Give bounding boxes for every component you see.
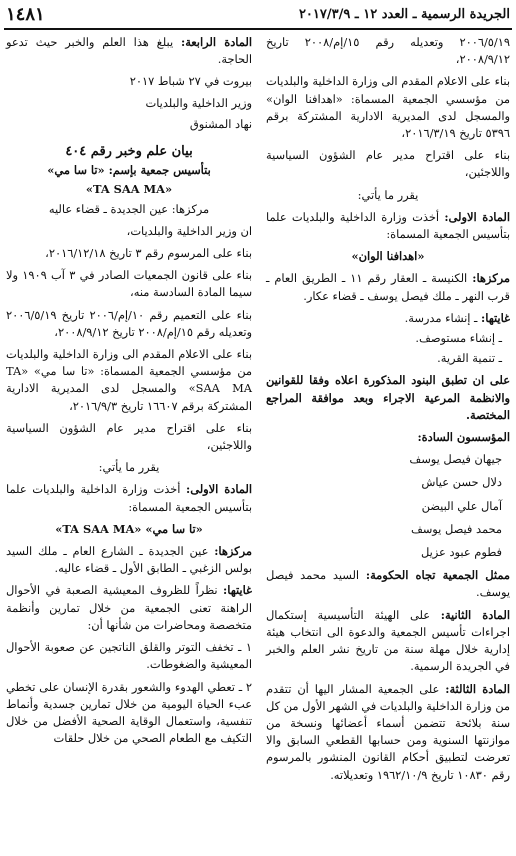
article-three-text: على الجمعية المشار اليها أن تتقدم من وزارة الداخلية والبلديات في الشهر الأول من كل سنة بلائحة تتضمن أسماء أعضائها ونسخة من موازنتها السنوية ومن حسابها القطعي السابق والا تعرضت لتطبيق أحكام القانون المنشور بالمرسوم رقم ١٠٨٣٠ تاريخ ١٩٦٢/١٠/٩ وتعديلاته. bbox=[266, 681, 510, 782]
proposal-paragraph: بناء على اقتراح مدير عام الشؤون السياسية واللاجئين، bbox=[266, 148, 510, 180]
header-rule bbox=[4, 28, 512, 30]
right-column bbox=[266, 34, 510, 789]
representative-label: ممثل الجمعية تجاه الحكومة: bbox=[365, 568, 511, 583]
representative-text: السيد محمد فيصل يوسف. bbox=[266, 568, 510, 600]
goal-item: ١ ـ تخفف التوتر والقلق الناتجين عن صعوبة الأحوال المعيشية والضغوطات. bbox=[6, 640, 252, 672]
law-paragraph: بناء على قانون الجمعيات الصادر في ٣ آب ١٩٠٩ ولا سيما المادة السادسة منه، bbox=[6, 268, 252, 300]
notice-title: بيان علم وخبر رقم ٤٠٤ bbox=[65, 144, 193, 160]
goals-label: غايتها: bbox=[223, 583, 252, 598]
article-one-label: المادة الاولى: bbox=[444, 209, 510, 224]
article-three-label: المادة الثالثة: bbox=[445, 681, 511, 696]
latin-name: «TA SAA MA» bbox=[85, 182, 173, 197]
association-name: «تا سا مي» «TA SAA MA» bbox=[55, 521, 203, 536]
page-number: ١٤٨١ bbox=[6, 4, 45, 25]
article-four bbox=[6, 34, 252, 68]
minister-title: وزير الداخلية والبلديات bbox=[145, 95, 252, 110]
founder-name: محمد فيصل يوسف bbox=[410, 521, 502, 536]
place-date: بيروت في ٢٧ شباط ٢٠١٧ bbox=[129, 74, 252, 89]
decision-heading: يقرر ما يأتي: bbox=[357, 187, 419, 202]
article-one-text: أخذت وزارة الداخلية والبلديات علما بتأسيس الجمعية المسماة: bbox=[6, 482, 252, 514]
article-two-label: المادة الثانية: bbox=[440, 607, 510, 622]
article-one bbox=[6, 481, 252, 515]
association-name: «اهدافنا الوان» bbox=[351, 249, 425, 264]
circular-paragraph: بناء على التعميم رقم ١٠/إم/٢٠٠٦ تاريخ ٢٠٠٦/٥/١٩ وتعديله رقم ١٥/إم/٢٠٠٨ تاريخ ٢٠٠٨/٩/١٢، bbox=[6, 307, 252, 339]
headquarters-text: الكنيسة ـ العقار رقم ١١ ـ الطريق العام ـ قرب النهر ـ ملك فيصل يوسف ـ قضاء عكار. bbox=[266, 271, 510, 303]
founders-notice-paragraph: بناء على الاعلام المقدم الى وزارة الداخلية والبلديات من مؤسسي الجمعية المسماة: «تا سا مي» «TA SAA MA» والمسجل لدى المديرية الادارية المشتركة برقم ١٦٦٠٧ تاريخ ٢٠١٦/٩/٣، bbox=[6, 347, 252, 413]
headquarters-label: مركزها: bbox=[214, 544, 252, 559]
left-column bbox=[6, 34, 252, 752]
minister-intro: ان وزير الداخلية والبلديات، bbox=[126, 223, 252, 238]
minister-name: نهاد المشنوق bbox=[189, 116, 252, 131]
founder-name: آمال علي البيضن bbox=[421, 498, 502, 513]
hq-intro: مركزها: عين الجديدة ـ قضاء عاليه bbox=[48, 201, 210, 216]
headquarters bbox=[266, 270, 510, 304]
circular-reference: ٢٠٠٦/٥/١٩ وتعديله رقم ١٥/إم/٢٠٠٨ تاريخ ٢٠٠٨/٩/١٢، bbox=[266, 35, 510, 67]
goals bbox=[6, 582, 252, 634]
goal-item: ـ إنشاء مستوصف. bbox=[415, 331, 502, 346]
gazette-issue-line: الجريدة الرسمية ـ العدد ١٢ ـ ٢٠١٧/٣/٩ bbox=[298, 7, 510, 22]
article-two bbox=[266, 607, 510, 676]
founder-name: فطوم عبود عزيل bbox=[420, 545, 502, 560]
goal-item: ـ إنشاء مدرسة. bbox=[404, 310, 478, 325]
article-one bbox=[266, 209, 510, 243]
goals-text: نظراً للظروف المعيشية الصعبة في الأحوال الراهنة تعنى الجمعية من خلال تمارين وأنظمة متخصصة ومحاضرات من شأنها أن: bbox=[6, 583, 252, 632]
article-four-label: المادة الرابعة: bbox=[180, 35, 252, 49]
goals-heading bbox=[266, 310, 510, 327]
article-four-text: يبلغ هذا العلم والخبر حيث تدعو الحاجة. bbox=[6, 35, 252, 67]
article-one-text: أخذت وزارة الداخلية والبلديات علما بتأسيس الجمعية المسماة: bbox=[266, 209, 510, 242]
proposal-paragraph: بناء على اقتراح مدير عام الشؤون السياسية واللاجئين، bbox=[6, 420, 252, 453]
headquarters bbox=[6, 543, 252, 577]
decision-heading: يقرر ما يأتي: bbox=[98, 460, 160, 475]
founders-label: المؤسسون السادة: bbox=[417, 430, 510, 445]
goal-item: ـ تنمية القرية. bbox=[437, 351, 502, 366]
goal-item: ٢ ـ تعطي الهدوء والشعور بقدرة الإنسان على تخطي عبء الحياة اليومية من خلال تمارين جسدية وأنماط تنفسية، واستعمال الوقاية الصحية الأفضل من خلال التكيف مع الطعام الصحي من خلال حلقات bbox=[6, 679, 252, 746]
founder-name: جيهان فيصل يوسف bbox=[409, 452, 502, 467]
notice-subtitle: بتأسيس جمعية بإسم: «تا سا مي» bbox=[47, 163, 211, 178]
headquarters-label: مركزها: bbox=[472, 271, 511, 286]
government-representative bbox=[266, 567, 510, 601]
condition-paragraph: على ان تطبق البنود المذكورة اعلاه وفقا للقوانين والانظمة المرعية الاجراء وبعد موافقة المراجع المختصة. bbox=[266, 373, 510, 422]
article-one-label: المادة الاولى: bbox=[186, 482, 253, 497]
founder-name: دلال حسن عياش bbox=[421, 475, 502, 490]
article-three bbox=[266, 681, 510, 784]
article-two-text: على الهيئة التأسيسية إستكمال اجراءات تأسيس الجمعية والدعوة الى انتخاب هيئة إدارية خلال مهلة سنة من تاريخ نشر العلم والخبر في الجريدة الرسمية. bbox=[266, 607, 510, 674]
decree-paragraph: بناء على المرسوم رقم ٣ تاريخ ٢٠١٦/١٢/١٨، bbox=[45, 246, 252, 261]
headquarters-text: عين الجديدة ـ الشارع العام ـ ملك السيد بولس الزغبي ـ الطابق الأول ـ قضاء عاليه. bbox=[6, 544, 252, 576]
page-header bbox=[4, 0, 512, 30]
signature-block bbox=[6, 73, 252, 133]
founders-notice-paragraph: بناء على الاعلام المقدم الى وزارة الداخلية والبلديات من مؤسسي الجمعية المسماة: «اهدافنا الوان» والمسجل لدى المديرية الادارية المشتركة برقم ٥٣٩٦ تاريخ ٢٠١٦/٣/١٩، bbox=[266, 74, 510, 141]
goals-label: غايتها: bbox=[481, 310, 510, 325]
